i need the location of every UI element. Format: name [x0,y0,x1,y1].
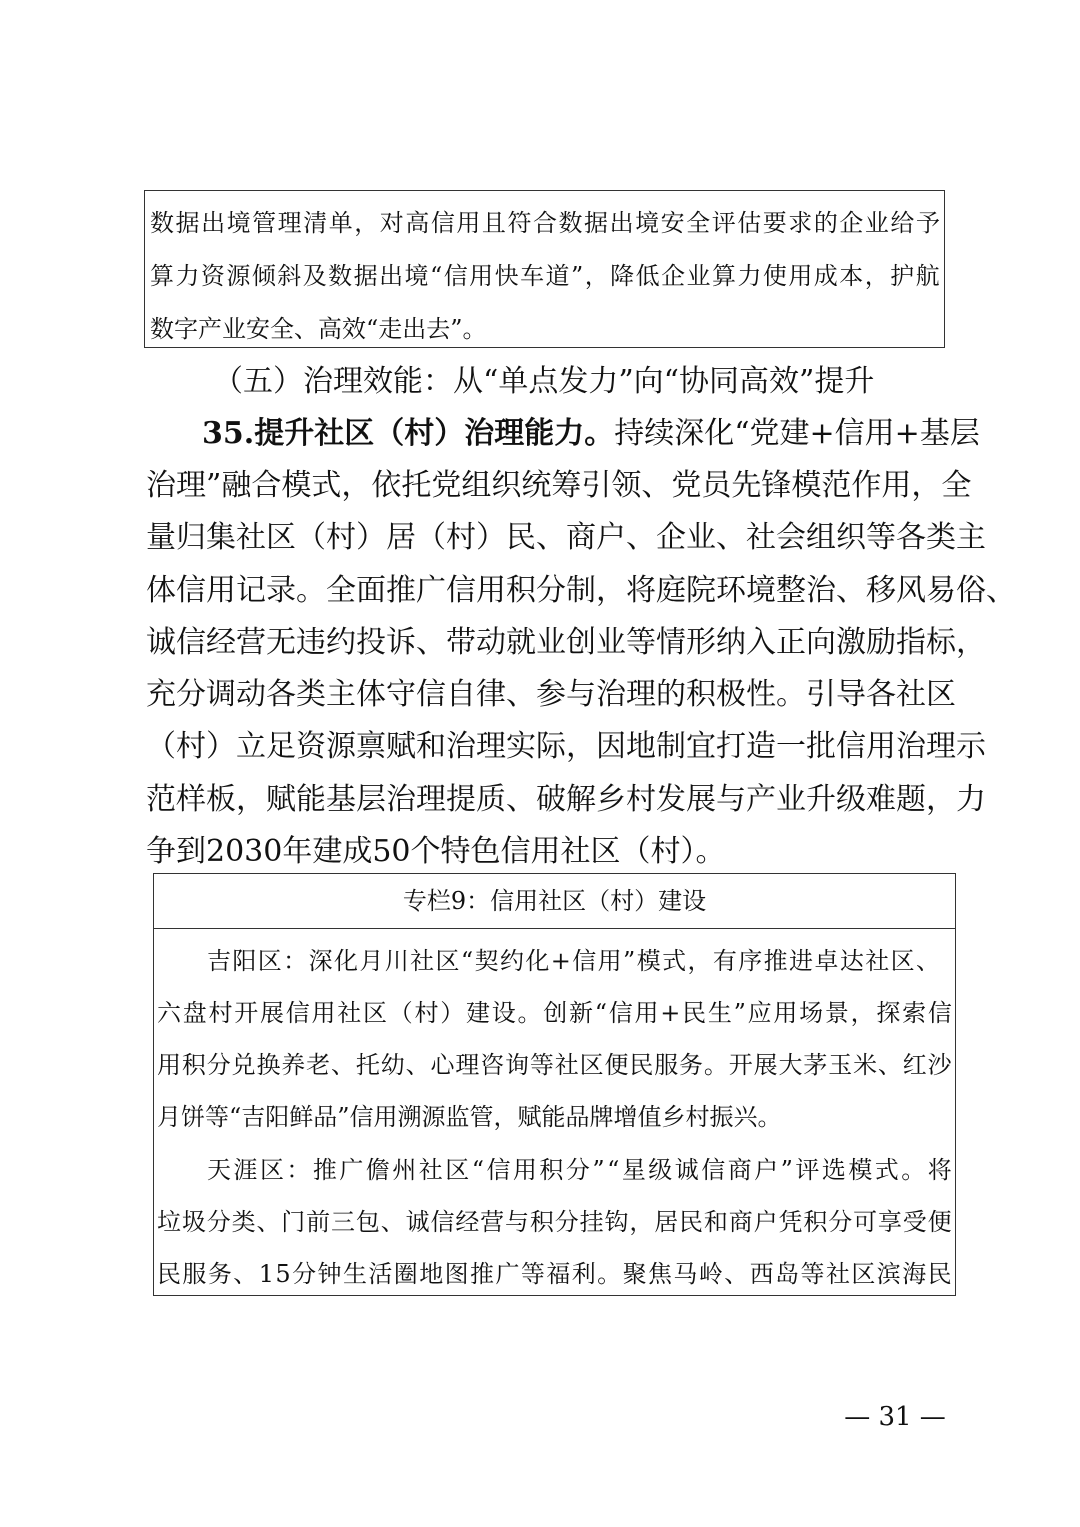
column-line-4: 月饼等“吉阳鲜品”信用溯源监管，赋能品牌增值乡村振兴。 [157,1103,782,1131]
paragraph-first-line [202,416,980,452]
paragraph-line-5: 诚 信 经 营 无 违 约 投 诉 、 带 动 就 业 创 业 等 情 形 纳 入 正 向 激 励 指 标 ， [146,625,986,660]
paragraph-line-2: 治 理 ” 融 合 模 式 ， 依 托 党 组 织 统 筹 引 领 、 党 员 先 锋 模 范 作 用 ， 全 [146,468,972,503]
column-line-5: 天 涯 区 ： 推 广 儋 州 社 区 “ 信 用 积 分 ” “ 星 级 诚 信 商 户 ” 评 选 模 式 。 将 [207,1156,952,1184]
column-title: 专栏9：信用社区（村）建设 [154,874,955,929]
column-line-7: 民 服 务 、 1 5 分 钟 生 活 圈 地 图 推 广 等 福 利 。 聚 焦 马 岭 、 西 岛 等 社 区 滨 海 民 [157,1260,952,1288]
top-box-line-2: 算 力 资 源 倾 斜 及 数 据 出 境 “ 信 用 快 车 道 ” ， 降 低 企 业 算 力 使 用 成 本 ， 护 航 [150,262,940,290]
column-line-6: 垃 圾 分 类 、 门 前 三 包 、 诚 信 经 营 与 积 分 挂 钩 ， 居 民 和 商 户 凭 积 分 可 享 受 便 [157,1208,952,1236]
page-number: — 31 — [844,1402,946,1432]
section-heading: （五）治理效能：从“单点发力”向“协同高效”提升 [213,364,875,399]
top-box-line-1: 数 据 出 境 管 理 清 单 ， 对 高 信 用 且 符 合 数 据 出 境 安 全 评 估 要 求 的 企 业 给 予 [150,209,940,237]
paragraph-line-4: 体 信 用 记 录 。 全 面 推 广 信 用 积 分 制 ， 将 庭 院 环 境 整 治 、 移 风 易 俗 、 [146,573,1016,608]
paragraph-line-9: 争到2030年建成50个特色信用社区（村）。 [146,834,726,869]
paragraph-line-8: 范 样 板 ， 赋 能 基 层 治 理 提 质 、 破 解 乡 村 发 展 与 产 业 升 级 难 题 ， 力 [146,782,986,817]
paragraph-lead-heading: 35.提升社区（村）治理能力。 [202,416,615,451]
column-line-1: 吉 阳 区 ： 深 化 月 川 社 区 “ 契 约 化 + 信 用 ” 模 式 ， 有 序 推 进 卓 达 社 区 、 [207,947,940,975]
column-line-3: 用 积 分 兑 换 养 老 、 托 幼 、 心 理 咨 询 等 社 区 便 民 服 务 。 开 展 大 茅 玉 米 、 红 沙 [157,1051,952,1079]
paragraph-first-line-rest: 持续深化“党建+信用+基层 [614,416,980,451]
paragraph-line-3: 量 归 集 社 区 （ 村 ） 居 （ 村 ） 民 、 商 户 、 企 业 、 社 会 组 织 等 各 类 主 [146,520,986,555]
paragraph-line-6: 充 分 调 动 各 类 主 体 守 信 自 律 、 参 与 治 理 的 积 极 性 。 引 导 各 社 区 [146,677,956,712]
column-line-2: 六 盘 村 开 展 信 用 社 区 （ 村 ） 建 设 。 创 新 “ 信 用 + 民 生 ” 应 用 场 景 ， 探 索 信 [157,999,952,1027]
top-box-line-3: 数字产业安全、高效“走出去”。 [150,315,487,343]
paragraph-line-7: （ 村 ） 立 足 资 源 禀 赋 和 治 理 实 际 ， 因 地 制 宜 打 造 一 批 信 用 治 理 示 [146,729,986,764]
